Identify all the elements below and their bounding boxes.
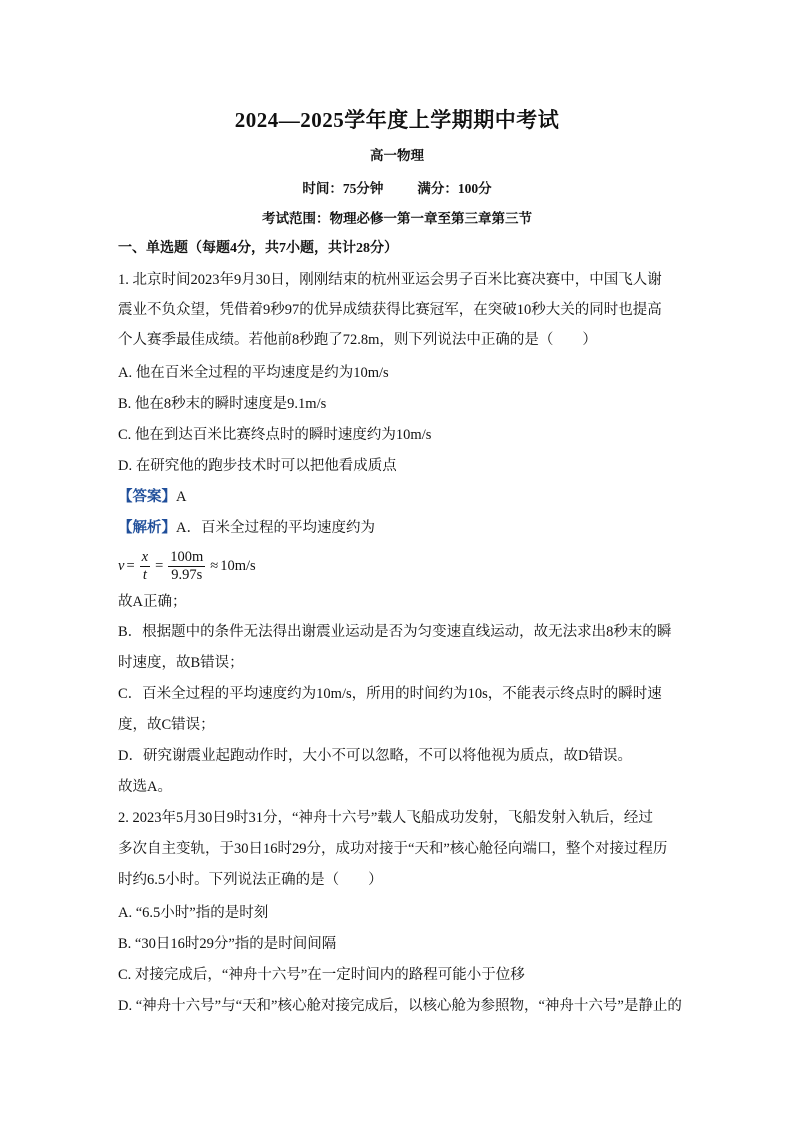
exam-title: 2024—2025学年度上学期期中考试 (234, 108, 560, 132)
q1-option-b: B. 他在8秒末的瞬时速度是9.1m/s (118, 396, 327, 412)
q1-analysis-line-1: 故A正确； (118, 594, 187, 610)
q2-option-a: A. “6.5小时”指的是时刻 (118, 905, 269, 921)
exam-scope: 考试范围：物理必修一第一章至第三章第三节 (262, 211, 532, 226)
q1-analysis-line-7: 故选A。 (118, 779, 172, 795)
q1-analysis-line-2: B．根据题中的条件无法得出谢震业运动是否为匀变速直线运动，故无法求出8秒末的瞬 (118, 624, 672, 640)
formula-approx: ≈ (210, 557, 219, 574)
q1-option-c: C. 他在到达百米比赛终点时的瞬时速度约为10m/s (118, 427, 432, 443)
formula-eq1: = (126, 557, 135, 574)
formula-rhs: 10m/s (220, 557, 256, 574)
fraction-2-denominator: 9.97s (171, 566, 203, 583)
q2-stem-line-3: 时约6.5小时。下列说法正确的是（ ） (118, 872, 383, 888)
exam-time: 时间：75分钟 (302, 181, 384, 196)
q1-analysis-line-4: C．百米全过程的平均速度约为10m/s，所用的时间约为10s，不能表示终点时的瞬时速 (118, 686, 662, 702)
analysis-first-text: A．百米全过程的平均速度约为 (176, 520, 375, 536)
velocity-formula (118, 546, 256, 586)
q1-stem-line-3: 个人赛季最佳成绩。若他前8秒跑了72.8m，则下列说法中正确的是（ ） (118, 332, 597, 348)
exam-subject: 高一物理 (370, 148, 424, 163)
q2-stem-line-2: 多次自主变轨，于30日16时29分，成功对接于“天和”核心舱径向端口，整个对接过程历 (118, 841, 668, 857)
exam-meta (0, 177, 794, 197)
q1-answer (118, 487, 678, 507)
q1-stem-line-1: 1. 北京时间2023年9月30日，刚刚结束的杭州亚运会男子百米比赛决赛中，中国飞人谢 (118, 272, 662, 288)
fraction-1-numerator: x (141, 548, 149, 565)
q1-analysis-line-6: D．研究谢震业起跑动作时，大小不可以忽略，不可以将他视为质点，故D错误。 (118, 748, 632, 764)
analysis-tag: 【解析】 (118, 520, 176, 536)
fraction-2-numerator: 100m (170, 548, 204, 565)
q2-option-c: C. 对接完成后，“神舟十六号”在一定时间内的路程可能小于位移 (118, 967, 525, 983)
q1-stem-line-2: 震业不负众望，凭借着9秒97的优异成绩获得比赛冠军，在突破10秒大关的同时也提高 (118, 302, 662, 318)
answer-value: A (176, 489, 187, 505)
formula-fraction-2 (168, 549, 205, 584)
formula-eq2: = (155, 557, 164, 574)
section-heading: 一、单选题（每题4分，共7小题，共计28分） (118, 241, 398, 256)
q1-analysis-line-5: 度，故C错误； (118, 717, 215, 733)
q2-option-b: B. “30日16时29分”指的是时间间隔 (118, 936, 337, 952)
formula-fraction-1 (140, 549, 150, 584)
q1-analysis-first (118, 518, 678, 538)
q1-option-a: A. 他在百米全过程的平均速度是约为10m/s (118, 365, 389, 381)
fraction-1-denominator: t (142, 566, 147, 583)
formula-lhs: v (118, 557, 125, 574)
q1-analysis-line-3: 时速度，故B错误； (118, 655, 244, 671)
q2-option-d: D. “神舟十六号”与“天和”核心舱对接完成后，以核心舱为参照物，“神舟十六号”是静止的 (118, 998, 682, 1014)
q2-stem-line-1: 2. 2023年5月30日9时31分，“神舟十六号”载人飞船成功发射，飞船发射入轨后，经过 (118, 810, 653, 826)
answer-tag: 【答案】 (118, 489, 176, 505)
q1-option-d: D. 在研究他的跑步技术时可以把他看成质点 (118, 458, 397, 474)
exam-score: 满分：100分 (417, 181, 492, 196)
